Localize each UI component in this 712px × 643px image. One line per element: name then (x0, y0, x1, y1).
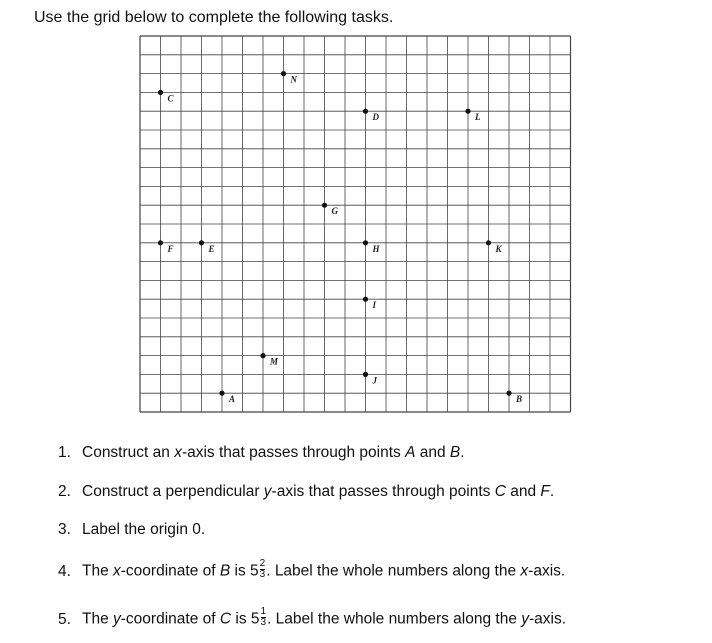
task-text: -axis. (529, 610, 567, 628)
point-a-label: A (229, 394, 236, 405)
point-c-dot (158, 90, 163, 95)
task-number: 2. (58, 483, 71, 500)
task-item (58, 521, 205, 539)
grid-lines (140, 36, 571, 412)
task-number: 4. (58, 562, 71, 580)
fraction-numerator: 2 (259, 558, 266, 569)
point-n-dot (281, 71, 286, 76)
fraction-denominator: 3 (259, 569, 266, 580)
point-l-dot (465, 109, 470, 114)
math-variable: y (521, 610, 530, 628)
task-number: 1. (58, 444, 71, 461)
point-i-label: I (372, 300, 377, 311)
instructions-heading: Use the grid below to complete the following tasks. (34, 9, 394, 26)
task-number: 5. (58, 610, 71, 628)
task-text: -coordinate of (120, 562, 220, 580)
point-c-label: C (167, 93, 174, 104)
task-text: -axis that passes through points (181, 444, 406, 461)
point-d-dot (363, 109, 368, 114)
task-item (58, 444, 465, 462)
task-text: . Label the whole numbers along the (266, 562, 521, 580)
math-variable: B (449, 444, 461, 461)
point-a-dot (219, 391, 224, 396)
point-j-label: J (372, 375, 377, 386)
point-k-dot (486, 240, 491, 245)
task-text: and (415, 444, 450, 461)
task-text: . (549, 483, 555, 500)
task-text: -axis. (528, 562, 566, 580)
point-f-dot (158, 240, 163, 245)
point-h-label: H (372, 243, 380, 254)
point-e-dot (199, 240, 204, 245)
fraction-numerator: 1 (260, 606, 267, 617)
point-j-dot (363, 372, 368, 377)
point-b-dot (506, 391, 511, 396)
task-text: -coordinate of (120, 610, 220, 628)
task-number: 3. (58, 521, 71, 538)
math-variable: x (113, 562, 121, 580)
task-text: The (82, 610, 114, 628)
task-text: -axis that passes through points (271, 483, 495, 500)
point-h-dot (363, 240, 368, 245)
math-variable: x (520, 562, 529, 580)
task-item (58, 606, 567, 630)
task-text: is 5 (231, 610, 260, 628)
task-text: Construct a perpendicular (82, 483, 264, 500)
task-text: Label the origin 0. (82, 521, 206, 538)
point-k-label: K (495, 243, 502, 254)
math-variable: y (263, 483, 272, 500)
point-m-label: M (270, 356, 279, 367)
grid-points (158, 71, 522, 404)
math-variable: B (219, 562, 231, 580)
point-i-dot (363, 297, 368, 302)
point-g-label: G (331, 206, 338, 217)
math-variable: x (174, 444, 182, 461)
point-e-label: E (208, 243, 215, 254)
fraction (260, 559, 266, 580)
task-text: and (505, 483, 541, 500)
math-variable: C (494, 483, 506, 500)
task-item (58, 483, 554, 501)
task-text: . Label the whole numbers along the (267, 610, 522, 628)
point-d-label: D (372, 112, 379, 123)
point-b-label: B (516, 394, 523, 405)
point-g-dot (322, 203, 327, 208)
fraction (261, 607, 267, 628)
task-text: The (82, 562, 114, 580)
math-variable: y (113, 610, 121, 628)
task-item (58, 558, 566, 582)
task-text: is 5 (230, 562, 259, 580)
point-n-label: N (290, 74, 297, 85)
math-variable: F (540, 483, 550, 500)
point-l-label: L (475, 112, 481, 123)
math-variable: A (405, 444, 416, 461)
fraction-denominator: 3 (260, 617, 267, 628)
point-f-label: F (167, 243, 174, 254)
math-variable: C (219, 610, 232, 628)
task-text: Construct an (82, 444, 175, 461)
point-m-dot (260, 353, 265, 358)
task-text: . (460, 444, 465, 461)
